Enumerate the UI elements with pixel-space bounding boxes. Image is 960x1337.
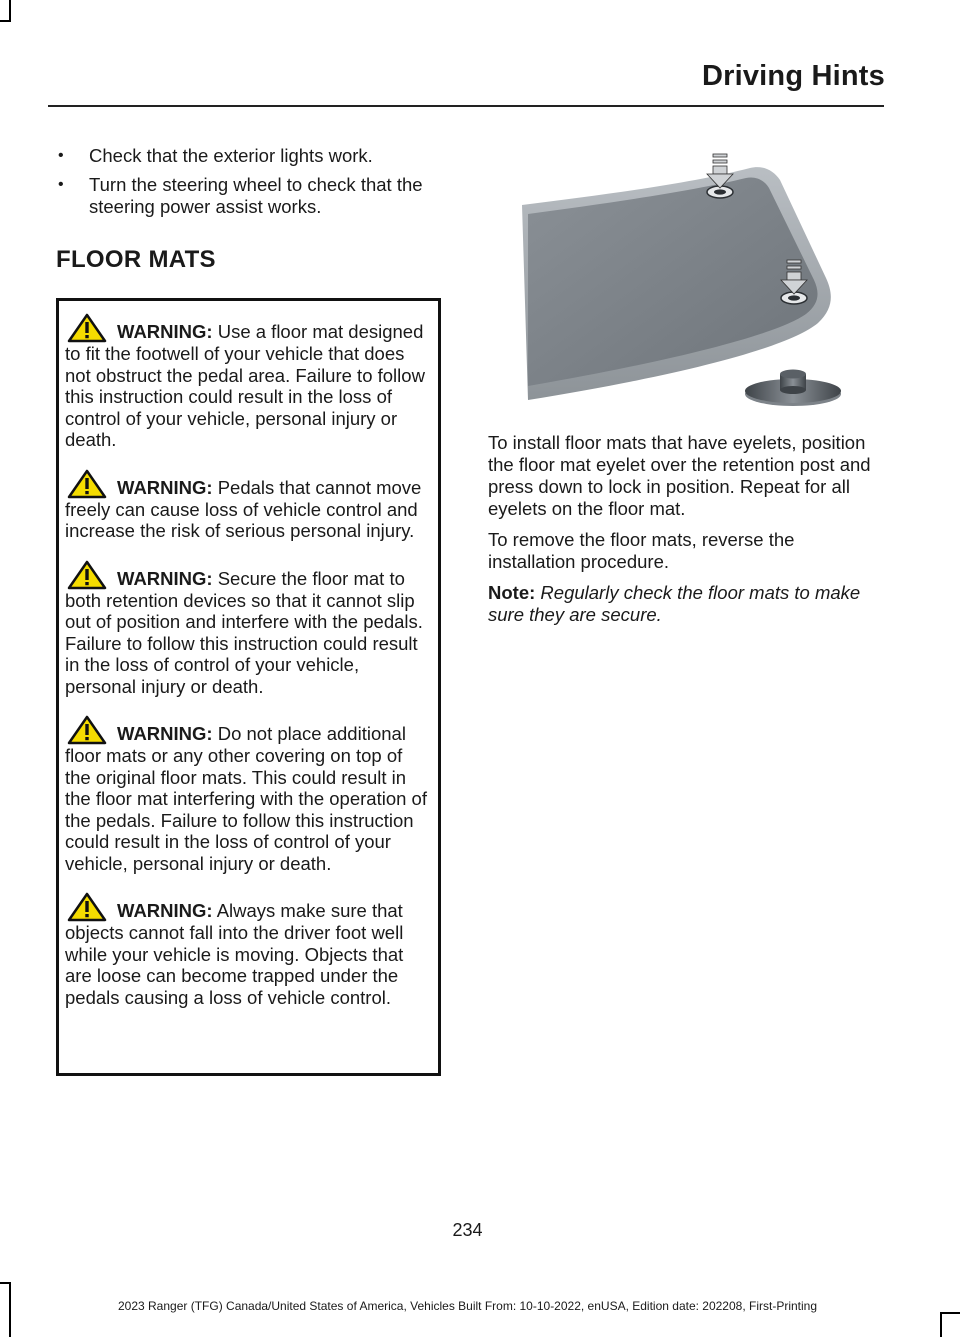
page-number: 234: [452, 1220, 483, 1240]
warning-item: [65, 313, 432, 451]
warning-item: [65, 560, 432, 698]
warning-triangle-icon: [67, 560, 107, 590]
warning-label: WARNING:: [117, 476, 213, 498]
checklist: [56, 145, 446, 218]
mat-surface: [528, 177, 818, 386]
page-title: Driving Hints: [701, 60, 885, 92]
warning-label: WARNING:: [117, 321, 213, 342]
warning-text: Use a floor mat designed to fit the footwell of your vehicle that does not obstruct the pedal area. Failure to follow this instruction could result in the loss of control of your vehicle, personal injury or death.: [65, 321, 425, 450]
floor-mat-illustration: [488, 148, 878, 418]
right-column: [488, 432, 883, 635]
retention-post: [745, 370, 841, 407]
warning-triangle-icon: [67, 313, 107, 343]
crop-mark: [0, 20, 11, 22]
crop-mark: [0, 1282, 11, 1284]
warning-text: Do not place additional floor mats or any other covering on top of the original floor mats. This could result in the floor mat interfering with the operation of the pedals. Failure to follow this instruction could result in the loss of control of your vehicle, personal injury or death.: [65, 723, 427, 874]
install-paragraph: To install floor mats that have eyelets, position the floor mat eyelet over the retention post and press down to lock in position. Repeat for all eyelets on the floor mat.: [488, 432, 871, 519]
warning-text: Pedals that cannot move freely can cause loss of vehicle control and increase the risk of serious personal injury.: [65, 476, 422, 541]
note-text: Regularly check the floor mats to make sure they are secure.: [488, 582, 861, 625]
crop-mark: [9, 0, 11, 22]
warning-label: WARNING:: [117, 900, 213, 921]
warning-text: Secure the floor mat to both retention devices so that it cannot slip out of position and interfere with the pedals. Failure to follow this instruction could result in the loss of control of your vehicle, personal injury or death.: [65, 567, 423, 697]
warning-triangle-icon: [67, 892, 107, 922]
warning-box: [56, 298, 441, 1076]
crop-mark: [940, 1312, 942, 1337]
section-title: FLOOR MATS: [56, 246, 216, 273]
warning-triangle-icon: [67, 715, 107, 745]
warning-label: WARNING:: [117, 723, 213, 744]
list-item: • Turn the steering wheel to check that the steering power assist works.: [56, 174, 446, 218]
warning-triangle-icon: [67, 469, 107, 499]
header-divider: [48, 105, 884, 107]
warning-item: [65, 469, 432, 542]
warning-label: WARNING:: [117, 567, 213, 589]
warning-text: Always make sure that objects cannot fall into the driver foot well while your vehicle is moving. Objects that are loose can become trapped under the pedals causing a loss of vehicle control.: [65, 900, 404, 1008]
left-column: [56, 145, 446, 274]
note-label: Note:: [488, 582, 536, 603]
list-item: • Check that the exterior lights work.: [56, 145, 446, 167]
crop-mark: [940, 1312, 960, 1314]
note: [488, 582, 883, 626]
footer-text: 2023 Ranger (TFG) Canada/United States of America, Vehicles Built From: 10-10-2022, enUSA, Edition date: 202208, First-Printing: [117, 1299, 818, 1313]
warning-item: [65, 892, 432, 1008]
remove-paragraph: To remove the floor mats, reverse the installation procedure.: [488, 529, 795, 572]
warning-item: [65, 715, 432, 874]
